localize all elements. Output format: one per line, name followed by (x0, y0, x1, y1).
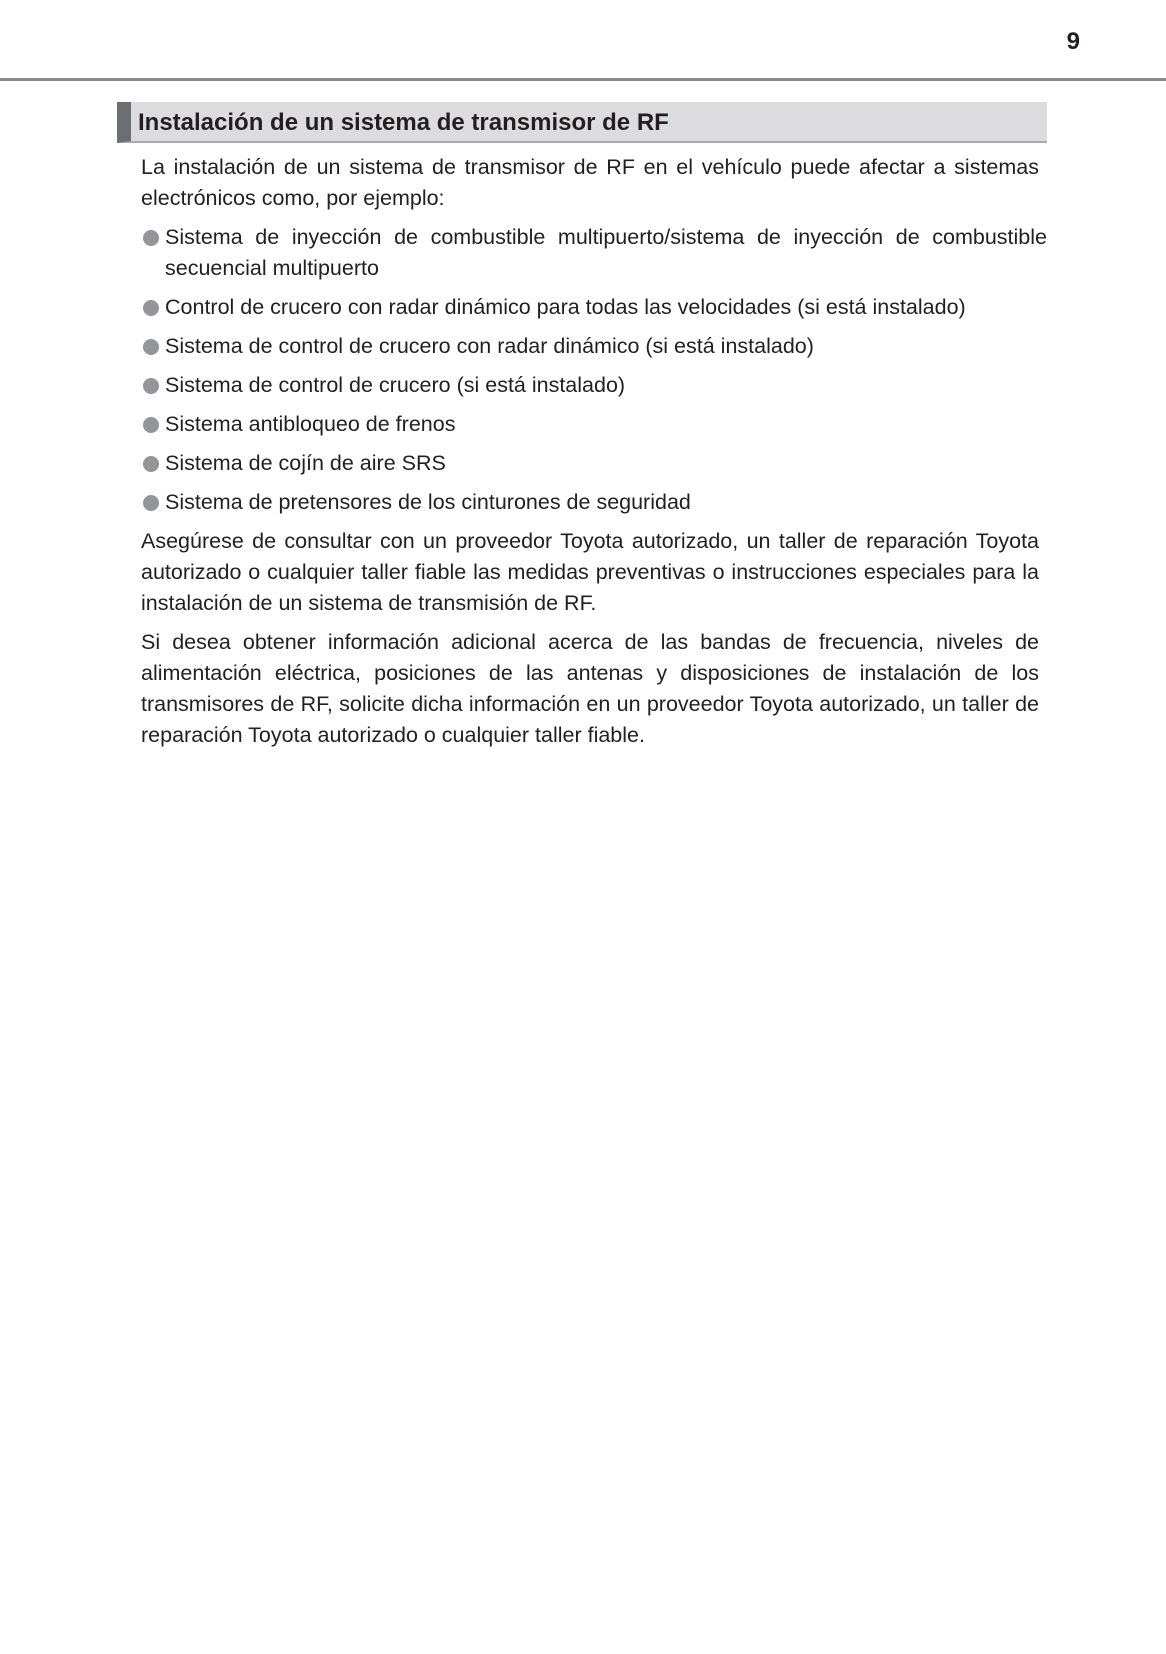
bullet-dot-icon (143, 300, 159, 316)
bullet-dot-icon (143, 339, 159, 355)
bullet-dot-icon (143, 495, 159, 511)
header-rule (0, 78, 1166, 81)
intro-paragraph: La instalación de un sistema de transmisor de RF en el vehículo puede afectar a sistemas electrónicos como, por ejemplo: (141, 155, 1039, 210)
list-item (141, 222, 1047, 284)
bullet-dot-icon (143, 417, 159, 433)
list-item-text: Sistema de control de crucero con radar dinámico (si está instalado) (165, 334, 814, 358)
section-heading-bar (117, 102, 1047, 143)
section-title: Instalación de un sistema de transmisor de RF (138, 109, 669, 136)
bullet-dot-icon (143, 230, 159, 246)
affected-systems-list (141, 222, 1047, 518)
list-item (141, 331, 1047, 362)
list-item (141, 370, 1047, 401)
list-item-text: Sistema de pretensores de los cinturones de seguridad (165, 490, 691, 514)
list-item-text: Sistema de inyección de combustible multipuerto/sistema de inyección de combustible secuencial multipuerto (165, 225, 1047, 280)
list-item-text: Sistema de cojín de aire SRS (165, 451, 446, 475)
bullet-dot-icon (143, 378, 159, 394)
additional-info-paragraph: Si desea obtener información adicional acerca de las bandas de frecuencia, niveles de alimentación eléctrica, posiciones de las antenas y disposiciones de instalación de los transmisores de RF, solicite dicha información en un proveedor Toyota autorizado, un taller de reparación Toyota autorizado o cualquier taller fiable. (141, 630, 1039, 747)
section-body (141, 152, 1047, 759)
list-item (141, 448, 1047, 479)
list-item-text: Sistema antibloqueo de frenos (165, 412, 456, 436)
list-item (141, 292, 1047, 323)
list-item-text: Sistema de control de crucero (si está instalado) (165, 373, 626, 397)
consult-paragraph: Asegúrese de consultar con un proveedor Toyota autorizado, un taller de reparación Toyota autorizado o cualquier taller fiable las medidas preventivas o instrucciones especiales para la instalación de un sistema de transmisión de RF. (141, 529, 1039, 615)
bullet-dot-icon (143, 456, 159, 472)
list-item (141, 409, 1047, 440)
page-number: 9 (1066, 28, 1080, 55)
list-item-text: Control de crucero con radar dinámico para todas las velocidades (si está instalado) (165, 295, 966, 319)
list-item (141, 487, 1047, 518)
